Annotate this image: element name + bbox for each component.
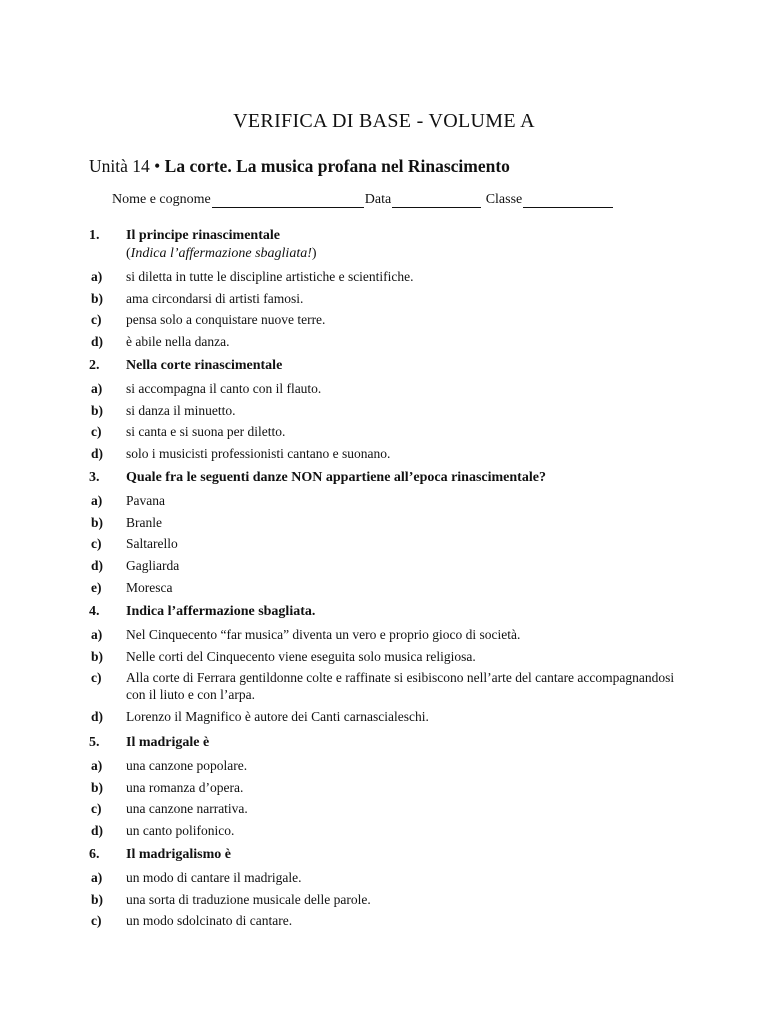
answer-option[interactable]	[89, 380, 689, 397]
question-text: Quale fra le seguenti danze NON appartiene all’epoca rinascimentale?	[126, 470, 546, 485]
question-1	[89, 227, 689, 350]
option-text: Lorenzo il Magnifico è autore dei Canti carnascialeschi.	[126, 709, 429, 725]
question-number: 2.	[89, 358, 100, 373]
answer-option[interactable]	[89, 535, 689, 552]
option-letter: b)	[91, 402, 104, 418]
question-number: 4.	[89, 604, 100, 619]
class-field[interactable]	[523, 193, 613, 208]
option-letter: d)	[91, 334, 104, 350]
answer-option[interactable]	[89, 822, 689, 839]
class-label: Classe	[482, 192, 523, 207]
option-letter: c)	[91, 424, 102, 440]
option-text: un modo sdolcinato di cantare.	[126, 913, 293, 929]
option-letter: b)	[91, 648, 104, 664]
option-text: pensa solo a conquistare nuove terre.	[126, 312, 326, 328]
option-letter: c)	[91, 312, 102, 328]
option-letter: b)	[91, 779, 104, 795]
question-note	[126, 245, 689, 263]
answer-option[interactable]	[89, 891, 689, 908]
option-text: Moresca	[126, 579, 173, 595]
answer-option[interactable]	[89, 779, 689, 796]
option-letter: a)	[91, 268, 103, 284]
question-2	[89, 357, 689, 462]
option-text: si diletta in tutte le discipline artistiche e scientifiche.	[126, 268, 414, 284]
option-letter: d)	[91, 558, 104, 574]
date-field[interactable]	[392, 193, 481, 208]
student-info-line	[112, 192, 614, 208]
option-text: si accompagna il canto con il flauto.	[126, 380, 322, 396]
option-text: un canto polifonico.	[126, 823, 235, 839]
option-text: un modo di cantare il madrigale.	[126, 869, 302, 885]
answer-option[interactable]	[89, 757, 689, 774]
option-text: Saltarello	[126, 536, 178, 552]
answer-option[interactable]	[89, 268, 689, 285]
answer-option[interactable]	[89, 800, 689, 817]
answer-option[interactable]	[89, 445, 689, 462]
option-letter: c)	[91, 670, 102, 686]
question-text: Il principe rinascimentale	[126, 228, 280, 243]
note-open-paren: (	[126, 246, 131, 261]
answer-option[interactable]	[89, 290, 689, 307]
option-letter: b)	[91, 290, 104, 306]
unit-heading	[89, 156, 510, 177]
option-letter: d)	[91, 823, 104, 839]
unit-number: Unità 14 •	[89, 156, 165, 176]
question-5	[89, 734, 689, 839]
option-text: Nelle corti del Cinquecento viene eseguita solo musica religiosa.	[126, 648, 476, 664]
unit-title: La corte. La musica profana nel Rinascimento	[164, 156, 510, 176]
option-text: è abile nella danza.	[126, 334, 230, 350]
answer-option[interactable]	[89, 423, 689, 440]
question-number: 3.	[89, 470, 100, 485]
option-letter: c)	[91, 913, 102, 929]
option-text: Branle	[126, 514, 162, 530]
answer-option[interactable]	[89, 626, 689, 643]
option-text: una romanza d’opera.	[126, 779, 244, 795]
option-text: Alla corte di Ferrara gentildonne colte e raffinate si esibiscono nell’arte del cantare accompagnandosi con il liuto e con l’arpa.	[126, 670, 675, 703]
answer-option[interactable]	[89, 669, 689, 703]
option-letter: c)	[91, 536, 102, 552]
answer-option[interactable]	[89, 708, 689, 725]
option-letter: e)	[91, 579, 102, 595]
question-6	[89, 846, 689, 929]
option-text: solo i musicisti professionisti cantano e suonano.	[126, 446, 391, 462]
option-text: Pavana	[126, 492, 165, 508]
question-number: 1.	[89, 228, 100, 243]
question-3	[89, 469, 689, 596]
option-letter: a)	[91, 869, 103, 885]
question-text: Indica l’affermazione sbagliata.	[126, 604, 316, 619]
date-label: Data	[364, 192, 392, 207]
option-letter: b)	[91, 514, 104, 530]
option-letter: b)	[91, 891, 104, 907]
answer-option[interactable]	[89, 514, 689, 531]
answer-option[interactable]	[89, 311, 689, 328]
option-letter: c)	[91, 801, 102, 817]
answer-option[interactable]	[89, 492, 689, 509]
name-label: Nome e cognome	[112, 192, 211, 207]
answer-option[interactable]	[89, 869, 689, 886]
question-text: Nella corte rinascimentale	[126, 358, 283, 373]
question-number: 5.	[89, 735, 100, 750]
option-letter: a)	[91, 757, 103, 773]
option-text: Nel Cinquecento “far musica” diventa un vero e proprio gioco di società.	[126, 626, 521, 642]
answer-option[interactable]	[89, 579, 689, 596]
answer-option[interactable]	[89, 402, 689, 419]
note-close-paren: )	[311, 246, 317, 261]
answer-option[interactable]	[89, 333, 689, 350]
option-text: Gagliarda	[126, 558, 180, 574]
option-letter: a)	[91, 380, 103, 396]
answer-option[interactable]	[89, 557, 689, 574]
option-text: si canta e si suona per diletto.	[126, 424, 286, 440]
option-text: ama circondarsi di artisti famosi.	[126, 290, 304, 306]
answer-option[interactable]	[89, 912, 689, 929]
question-text: Il madrigale è	[126, 735, 210, 750]
option-letter: d)	[91, 446, 104, 462]
page-title: VERIFICA DI BASE - VOLUME A	[233, 110, 535, 132]
question-text: Il madrigalismo è	[126, 847, 231, 862]
answer-option[interactable]	[89, 648, 689, 665]
question-4	[89, 603, 689, 725]
option-text: una canzone narrativa.	[126, 801, 248, 817]
note-text: Indica l’affermazione sbagliata!	[130, 246, 312, 261]
option-text: si danza il minuetto.	[126, 402, 236, 418]
question-number: 6.	[89, 847, 100, 862]
option-text: una sorta di traduzione musicale delle parole.	[126, 891, 371, 907]
option-letter: a)	[91, 626, 103, 642]
name-field[interactable]	[212, 193, 364, 208]
option-letter: a)	[91, 492, 103, 508]
option-text: una canzone popolare.	[126, 757, 248, 773]
option-letter: d)	[91, 709, 104, 725]
